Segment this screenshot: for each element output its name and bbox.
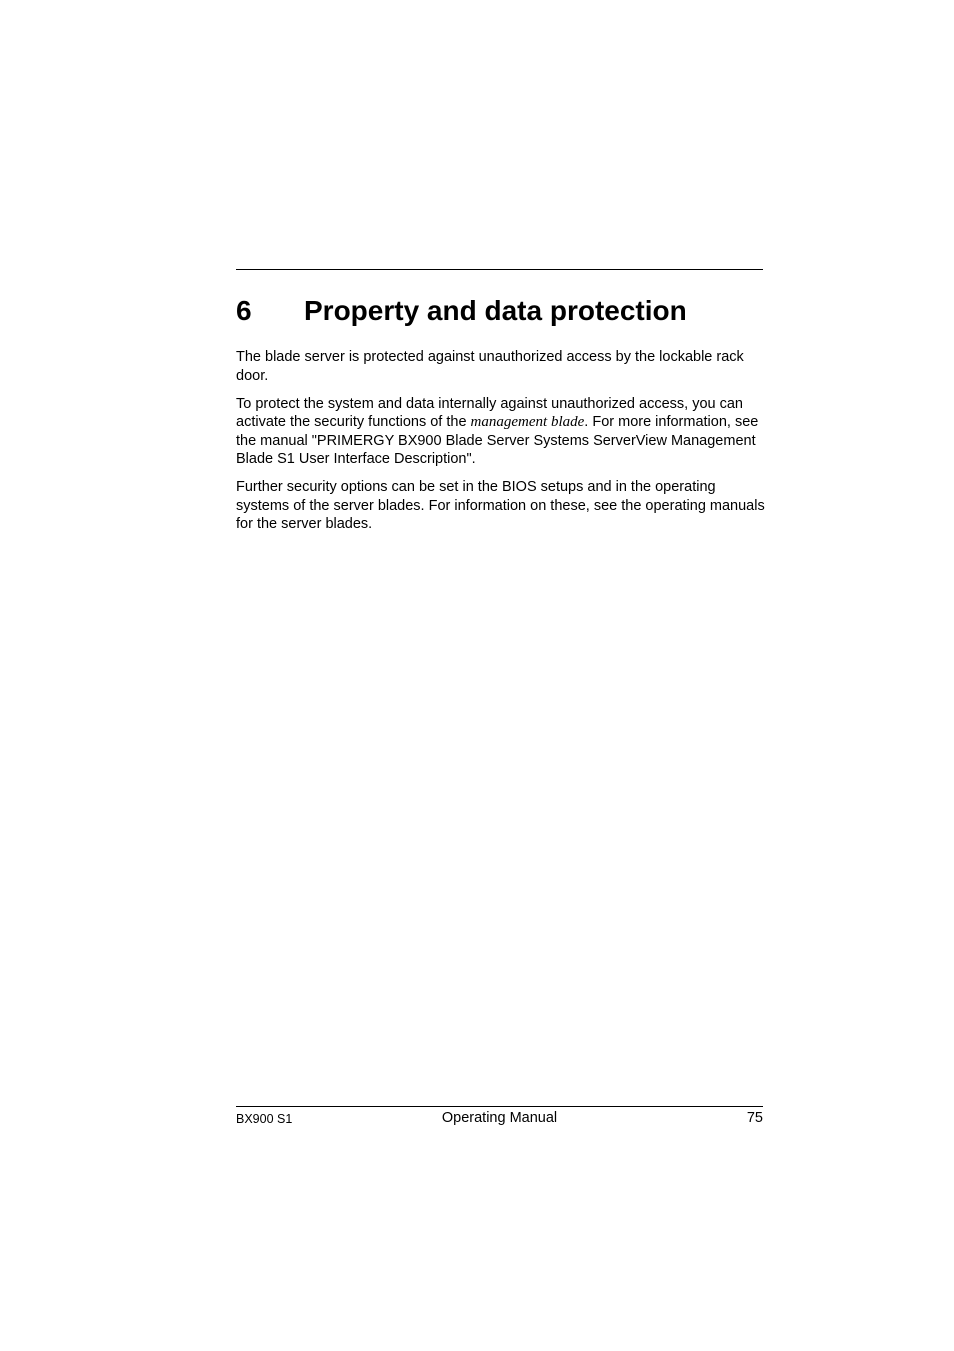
page-footer <box>236 1108 763 1128</box>
chapter-title: Property and data protection <box>304 295 687 326</box>
footer-page-number: 75 <box>746 1110 763 1126</box>
body-text <box>236 348 766 543</box>
footer-document-title: Operating Manual <box>441 1110 558 1126</box>
paragraph-security-text-start: To protect the system and data internally against unauthorized access, you can activate the security functions of the <box>236 395 743 430</box>
paragraph-rack-door: The blade server is protected against unauthorized access by the lockable rack door. <box>236 349 744 384</box>
paragraph-security-text-end: . For more information, see the manual "PRIMERGY BX900 Blade Server Systems ServerView Management Blade S1 User Interface Description". <box>236 414 759 467</box>
management-blade-term: management blade <box>470 414 585 430</box>
chapter-heading <box>236 293 763 333</box>
header-rule <box>236 269 763 270</box>
footer-rule <box>236 1106 763 1107</box>
chapter-number: 6 <box>236 295 252 326</box>
paragraph-further-options: Further security options can be set in the BIOS setups and in the operating systems of the server blades. For information on these, see the operating manuals for the server blades. <box>236 479 765 532</box>
paragraph-security-functions <box>236 395 766 469</box>
footer-product-name: BX900 S1 <box>236 1112 293 1126</box>
